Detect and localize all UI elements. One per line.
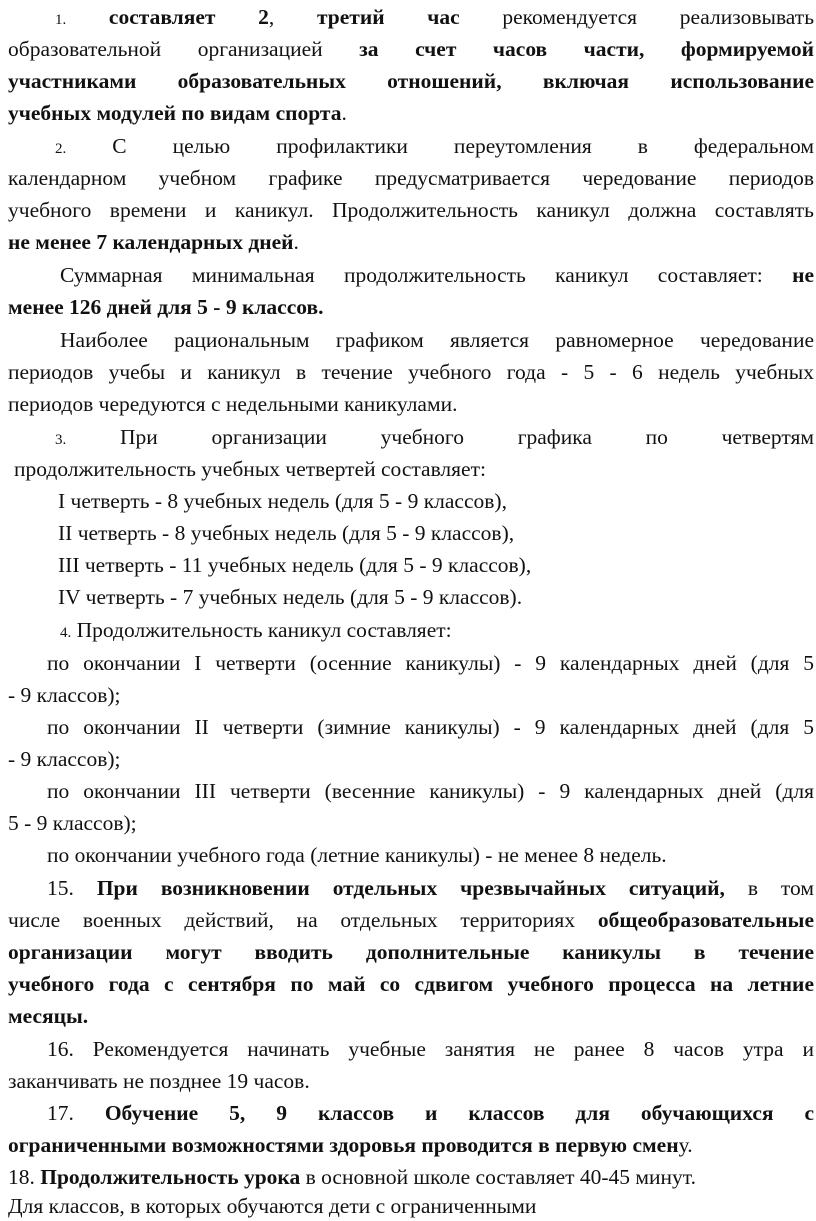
text-run: рекомендуется реализовывать <box>459 5 814 29</box>
text-line <box>8 227 814 257</box>
text-run: Суммарная минимальная продолжительность каникул составляет: <box>60 263 793 287</box>
bold-text: учебного года с сентября по май со сдвигом учебного процесса на летние <box>8 972 814 996</box>
text-run: - 9 классов); <box>8 747 121 771</box>
text-line <box>47 1034 814 1064</box>
text-run: - 9 классов); <box>8 683 121 707</box>
item-number: 1. <box>55 12 67 28</box>
text-run: по окончании II четверти (зимние каникулы) - 9 календарных дней (для 5 <box>47 715 814 739</box>
text-line <box>8 808 814 838</box>
text-run: . <box>293 230 299 254</box>
text-run: 5 - 9 классов); <box>8 811 137 835</box>
text-run: Наиболее рациональным графиком является равномерное чередование <box>60 328 814 352</box>
text-run: по окончании III четверти (весенние каникулы) - 9 календарных дней (для <box>47 779 814 803</box>
text-run: . <box>341 101 347 125</box>
bold-text: Продолжительность урока <box>40 1165 301 1189</box>
text-line <box>60 615 814 645</box>
text-line <box>58 550 814 580</box>
text-line <box>8 195 814 225</box>
text-run: числе военных действий, на отдельных территориях <box>8 908 598 932</box>
text-run: календарном учебном графике предусматривается чередование периодов <box>8 166 814 190</box>
text-line <box>60 325 814 355</box>
text-run: I четверть - 8 учебных недель (для 5 - 9 классов), <box>58 489 507 513</box>
text-line <box>8 34 814 64</box>
text-run: 16. Рекомендуется начинать учебные занятия не ранее 8 часов утра и <box>47 1037 814 1061</box>
text-run: 15. <box>47 876 97 900</box>
text-run: периодов учебы и каникул в течение учебного года - 5 - 6 недель учебных <box>8 360 814 384</box>
bold-text: месяцы. <box>8 1004 89 1028</box>
text-line <box>47 1098 814 1128</box>
text-run: в основной школе составляет 40-45 минут. <box>300 1165 696 1189</box>
bold-text: учебных модулей по видам спорта <box>8 101 342 125</box>
bold-text: третий час <box>316 5 460 29</box>
text-run: 18. <box>8 1165 41 1189</box>
text-line <box>47 776 814 806</box>
text-line <box>58 582 814 612</box>
text-run: III четверть - 11 учебных недель (для 5 - 9 классов), <box>58 553 532 577</box>
bold-text: организации могут вводить дополнительные каникулы в течение <box>8 940 814 964</box>
bold-text: не <box>792 263 814 287</box>
bold-text: ограниченными возможностями здоровья проводится в первую смен <box>8 1133 679 1157</box>
text-line <box>55 131 814 161</box>
text-line <box>60 260 814 290</box>
bold-text: не менее 7 календарных дней <box>8 230 294 254</box>
bold-text: за счет часов части, формируемой <box>359 37 815 61</box>
text-line <box>8 98 814 128</box>
text-run: в том <box>724 876 814 900</box>
text-run: С целью профилактики переутомления в федеральном <box>66 134 814 158</box>
text-run: , <box>268 5 317 29</box>
text-line <box>8 969 814 999</box>
bold-text: участниками образовательных отношений, включая использование <box>8 69 814 93</box>
text-line <box>47 712 814 742</box>
bold-text: При возникновении отдельных чрезвычайных ситуаций, <box>96 876 725 900</box>
text-run: продолжительность учебных четвертей составляет: <box>14 457 486 481</box>
text-line <box>8 937 814 967</box>
text-run <box>66 5 109 29</box>
bold-text: менее 126 дней для 5 - 9 классов. <box>8 295 324 319</box>
text-line <box>47 873 814 903</box>
text-run: II четверть - 8 учебных недель (для 5 - 9 классов), <box>58 521 515 545</box>
text-line <box>8 744 814 774</box>
text-run: заканчивать не позднее 19 часов. <box>8 1069 310 1093</box>
text-run: IV четверть - 7 учебных недель (для 5 - 9 классов). <box>58 585 523 609</box>
text-line <box>55 2 814 32</box>
bold-text: Обучение 5, 9 классов и классов для обучающихся с <box>104 1101 814 1125</box>
text-line <box>55 422 814 452</box>
text-run: у. <box>678 1133 693 1157</box>
text-run: по окончании учебного года (летние каникулы) - не менее 8 недель. <box>47 843 667 867</box>
text-run: по окончании I четверти (осенние каникулы) - 9 календарных дней (для 5 <box>47 651 814 675</box>
text-run: Для классов, в которых обучаются дети с ограниченными <box>8 1194 537 1218</box>
text-line <box>8 1130 814 1160</box>
text-run: 17. <box>47 1101 105 1125</box>
text-run: При организации учебного графика по четвертям <box>66 425 814 449</box>
bold-text: общеобразовательные <box>597 908 814 932</box>
text-line <box>47 648 814 678</box>
item-number: 2. <box>55 141 67 157</box>
text-line <box>8 1191 814 1221</box>
text-run: учебного времени и каникул. Продолжительность каникул должна составлять <box>8 198 814 222</box>
bold-text: составляет 2 <box>108 5 269 29</box>
text-line <box>8 389 814 419</box>
text-run: образовательной организацией <box>8 37 360 61</box>
text-line <box>8 357 814 387</box>
text-line <box>8 1162 814 1192</box>
text-line <box>8 680 814 710</box>
text-line <box>8 66 814 96</box>
text-run: Продолжительность каникул составляет: <box>71 618 452 642</box>
text-line <box>8 163 814 193</box>
text-line <box>8 292 814 322</box>
text-line <box>14 454 814 484</box>
text-run: периодов чередуются с недельными каникулами. <box>8 392 458 416</box>
text-line <box>8 1066 814 1096</box>
item-number: 4. <box>60 625 72 641</box>
text-line <box>58 486 814 516</box>
text-line <box>47 840 814 870</box>
text-line <box>8 1001 814 1031</box>
text-line <box>8 905 814 935</box>
text-line <box>58 518 814 548</box>
item-number: 3. <box>55 432 67 448</box>
